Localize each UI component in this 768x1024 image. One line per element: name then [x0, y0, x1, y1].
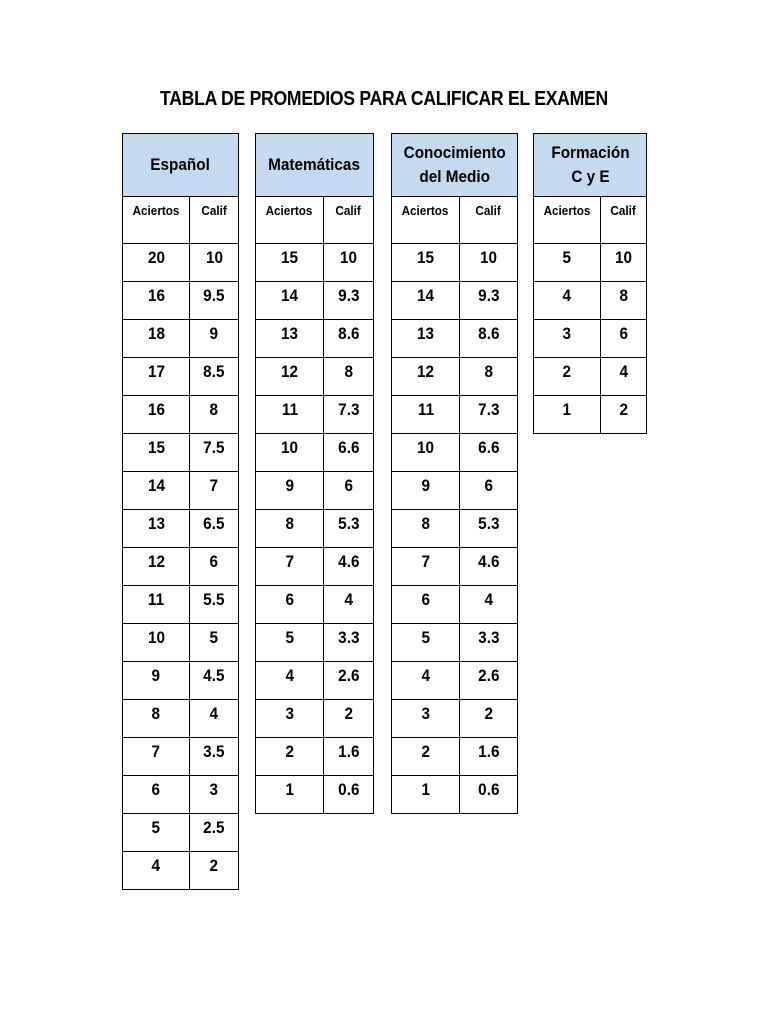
calif-cell	[324, 434, 374, 472]
cell-value: 4	[619, 362, 628, 381]
cell-value: 4.6	[477, 552, 500, 571]
cell-value: 8	[209, 400, 219, 419]
calif-cell	[460, 548, 518, 586]
calif-cell	[324, 244, 374, 282]
table-row	[123, 586, 239, 624]
cell-value: 15	[280, 248, 299, 267]
cell-value: 1	[285, 780, 294, 799]
cell-value: 0.6	[477, 780, 500, 799]
table-row	[534, 320, 647, 358]
cell-value: 5	[151, 818, 161, 837]
table-row	[256, 776, 374, 814]
cell-value: 9.5	[203, 286, 225, 305]
table-header-subject	[392, 134, 518, 197]
calif-cell	[460, 244, 518, 282]
cell-value: 3	[562, 324, 572, 343]
page-title: TABLA DE PROMEDIOS PARA CALIFICAR EL EXAMEN	[160, 88, 608, 110]
cell-value: 7	[151, 742, 161, 761]
cell-value: 4	[151, 856, 161, 875]
table-row	[392, 510, 518, 548]
column-header-label: Calif	[610, 203, 637, 218]
aciertos-cell	[123, 548, 190, 586]
table-row	[123, 738, 239, 776]
cell-value: 11	[281, 400, 298, 419]
cell-value: 3.3	[477, 628, 500, 647]
cell-value: 5.3	[337, 514, 360, 533]
calif-cell	[190, 282, 239, 320]
table-row	[123, 776, 239, 814]
cell-value: 13	[280, 324, 299, 343]
calif-cell	[460, 738, 518, 776]
table-row	[256, 548, 374, 586]
cell-value: 15	[416, 248, 435, 267]
calif-cell	[324, 358, 374, 396]
cell-value: 9	[151, 666, 161, 685]
cell-value: 8	[285, 514, 294, 533]
cell-value: 7.3	[477, 400, 500, 419]
calif-cell	[601, 396, 647, 434]
table-row	[392, 624, 518, 662]
table-row	[256, 472, 374, 510]
cell-value: 17	[147, 362, 165, 381]
aciertos-cell	[392, 396, 460, 434]
cell-value: 14	[147, 476, 165, 495]
cell-value: 10	[416, 438, 435, 457]
cell-value: 3.3	[337, 628, 360, 647]
aciertos-cell	[534, 244, 601, 282]
calif-cell	[190, 662, 239, 700]
calif-cell	[601, 244, 647, 282]
column-header-label: Aciertos	[402, 203, 449, 218]
cell-value: 12	[280, 362, 299, 381]
aciertos-cell	[256, 358, 324, 396]
table-row	[123, 852, 239, 890]
calif-cell	[190, 434, 239, 472]
table-row	[392, 700, 518, 738]
cell-value: 4	[209, 704, 219, 723]
aciertos-cell	[123, 776, 190, 814]
table-row	[534, 244, 647, 282]
table-row	[256, 700, 374, 738]
subject-name: Conocimiento del Medio	[403, 143, 506, 186]
aciertos-cell	[392, 320, 460, 358]
column-header-calif	[460, 197, 518, 244]
calif-cell	[460, 776, 518, 814]
aciertos-cell	[123, 852, 190, 890]
column-header-label: Calif	[475, 203, 502, 218]
aciertos-cell	[123, 282, 190, 320]
cell-value: 7	[285, 552, 294, 571]
cell-value: 5.5	[203, 590, 225, 609]
calif-cell	[601, 320, 647, 358]
cell-value: 13	[416, 324, 435, 343]
cell-value: 5	[562, 248, 572, 267]
cell-value: 4	[421, 666, 430, 685]
cell-value: 7	[421, 552, 430, 571]
aciertos-cell	[256, 738, 324, 776]
cell-value: 2.6	[337, 666, 360, 685]
cell-value: 7.3	[337, 400, 360, 419]
table-row	[392, 434, 518, 472]
cell-value: 14	[416, 286, 435, 305]
table-row	[256, 244, 374, 282]
aciertos-cell	[123, 624, 190, 662]
table-row	[123, 358, 239, 396]
cell-value: 10	[479, 248, 498, 267]
cell-value: 8	[484, 362, 493, 381]
column-header-label: Aciertos	[543, 203, 591, 218]
aciertos-cell	[534, 320, 601, 358]
cell-value: 6	[421, 590, 430, 609]
cell-value: 9	[285, 476, 294, 495]
cell-value: 5	[421, 628, 430, 647]
aciertos-cell	[256, 776, 324, 814]
calif-cell	[190, 814, 239, 852]
aciertos-cell	[123, 814, 190, 852]
table-row	[392, 396, 518, 434]
calif-cell	[190, 624, 239, 662]
cell-value: 2	[562, 362, 572, 381]
cell-value: 1	[562, 400, 572, 419]
cell-value: 2	[421, 742, 430, 761]
cell-value: 9	[209, 324, 219, 343]
calif-cell	[190, 700, 239, 738]
cell-value: 2	[484, 704, 493, 723]
column-header-label: Calif	[201, 203, 227, 218]
table-row	[256, 662, 374, 700]
table-conocimiento-del-medio	[391, 133, 518, 814]
aciertos-cell	[256, 282, 324, 320]
cell-value: 6	[484, 476, 493, 495]
table-row	[123, 320, 239, 358]
calif-cell	[190, 320, 239, 358]
table-row	[392, 776, 518, 814]
table-row	[256, 358, 374, 396]
calif-cell	[324, 776, 374, 814]
table-matematicas	[255, 133, 374, 814]
table-row	[123, 434, 239, 472]
calif-cell	[460, 358, 518, 396]
aciertos-cell	[123, 434, 190, 472]
cell-value: 15	[147, 438, 165, 457]
column-header-calif	[601, 197, 647, 244]
calif-cell	[190, 472, 239, 510]
aciertos-cell	[392, 282, 460, 320]
table-row	[256, 396, 374, 434]
cell-value: 16	[147, 400, 165, 419]
table-row	[392, 320, 518, 358]
aciertos-cell	[123, 510, 190, 548]
calif-cell	[460, 320, 518, 358]
calif-cell	[324, 662, 374, 700]
table-row	[123, 814, 239, 852]
aciertos-cell	[392, 662, 460, 700]
cell-value: 2.6	[477, 666, 500, 685]
aciertos-cell	[392, 700, 460, 738]
cell-value: 6.6	[337, 438, 360, 457]
cell-value: 20	[147, 248, 165, 267]
cell-value: 6	[209, 552, 219, 571]
cell-value: 10	[339, 248, 358, 267]
cell-value: 11	[417, 400, 434, 419]
cell-value: 2	[285, 742, 294, 761]
cell-value: 8.6	[337, 324, 360, 343]
calif-cell	[324, 586, 374, 624]
table-row	[123, 662, 239, 700]
calif-cell	[324, 320, 374, 358]
table-row	[392, 282, 518, 320]
aciertos-cell	[123, 244, 190, 282]
calif-cell	[324, 624, 374, 662]
calif-cell	[460, 624, 518, 662]
table-row	[392, 548, 518, 586]
calif-cell	[190, 548, 239, 586]
aciertos-cell	[256, 510, 324, 548]
calif-cell	[460, 434, 518, 472]
cell-value: 9.3	[477, 286, 500, 305]
table-row	[123, 548, 239, 586]
calif-cell	[190, 738, 239, 776]
calif-cell	[190, 358, 239, 396]
aciertos-cell	[256, 700, 324, 738]
table-row	[256, 738, 374, 776]
cell-value: 8	[421, 514, 430, 533]
table-row	[534, 282, 647, 320]
cell-value: 2	[344, 704, 353, 723]
calif-cell	[324, 738, 374, 776]
aciertos-cell	[256, 434, 324, 472]
cell-value: 8	[344, 362, 353, 381]
calif-cell	[460, 396, 518, 434]
cell-value: 4.6	[337, 552, 360, 571]
table-row	[123, 510, 239, 548]
calif-cell	[190, 776, 239, 814]
aciertos-cell	[392, 510, 460, 548]
calif-cell	[460, 586, 518, 624]
column-header-label: Aciertos	[266, 203, 313, 218]
calif-cell	[190, 244, 239, 282]
cell-value: 3.5	[203, 742, 225, 761]
table-row	[392, 244, 518, 282]
column-header-calif	[190, 197, 239, 244]
cell-value: 4	[562, 286, 572, 305]
cell-value: 8	[619, 286, 628, 305]
cell-value: 4.5	[203, 666, 225, 685]
cell-value: 6	[344, 476, 353, 495]
aciertos-cell	[123, 738, 190, 776]
calif-cell	[460, 472, 518, 510]
column-header-aciertos	[392, 197, 460, 244]
aciertos-cell	[392, 776, 460, 814]
aciertos-cell	[392, 586, 460, 624]
cell-value: 13	[147, 514, 165, 533]
aciertos-cell	[123, 586, 190, 624]
cell-value: 3	[421, 704, 430, 723]
calif-cell	[324, 700, 374, 738]
cell-value: 0.6	[337, 780, 360, 799]
table-row	[392, 738, 518, 776]
aciertos-cell	[123, 700, 190, 738]
table-row	[256, 586, 374, 624]
table-row	[256, 624, 374, 662]
aciertos-cell	[256, 396, 324, 434]
calif-cell	[190, 852, 239, 890]
calif-cell	[601, 358, 647, 396]
cell-value: 6	[619, 324, 628, 343]
table-row	[123, 282, 239, 320]
cell-value: 10	[147, 628, 165, 647]
cell-value: 7	[209, 476, 219, 495]
cell-value: 10	[614, 248, 633, 267]
aciertos-cell	[256, 244, 324, 282]
aciertos-cell	[392, 358, 460, 396]
column-header-label: Calif	[335, 203, 362, 218]
column-header-calif	[324, 197, 374, 244]
cell-value: 5	[285, 628, 294, 647]
cell-value: 8.6	[477, 324, 500, 343]
cell-value: 3	[285, 704, 294, 723]
table-header-subject	[256, 134, 374, 197]
cell-value: 2	[209, 856, 219, 875]
cell-value: 8	[151, 704, 161, 723]
table-row	[534, 358, 647, 396]
cell-value: 5	[209, 628, 219, 647]
aciertos-cell	[392, 244, 460, 282]
cell-value: 1	[421, 780, 430, 799]
subject-name: Formación C y E	[550, 143, 630, 186]
column-header-aciertos	[256, 197, 324, 244]
calif-cell	[460, 282, 518, 320]
cell-value: 14	[280, 286, 299, 305]
table-row	[256, 320, 374, 358]
aciertos-cell	[392, 472, 460, 510]
table-row	[123, 700, 239, 738]
calif-cell	[324, 510, 374, 548]
calif-cell	[190, 396, 239, 434]
aciertos-cell	[123, 358, 190, 396]
cell-value: 12	[147, 552, 165, 571]
aciertos-cell	[256, 320, 324, 358]
cell-value: 8.5	[203, 362, 225, 381]
calif-cell	[324, 472, 374, 510]
aciertos-cell	[256, 586, 324, 624]
calif-cell	[460, 700, 518, 738]
cell-value: 2	[619, 400, 628, 419]
aciertos-cell	[392, 434, 460, 472]
cell-value: 4	[344, 590, 353, 609]
cell-value: 3	[209, 780, 219, 799]
cell-value: 16	[147, 286, 165, 305]
calif-cell	[601, 282, 647, 320]
cell-value: 6	[285, 590, 294, 609]
subject-name: Matemáticas	[268, 155, 361, 174]
table-row	[123, 624, 239, 662]
table-row	[256, 282, 374, 320]
table-row	[256, 510, 374, 548]
table-header-subject	[123, 134, 239, 197]
table-row	[123, 472, 239, 510]
table-row	[123, 244, 239, 282]
column-header-aciertos	[123, 197, 190, 244]
aciertos-cell	[123, 320, 190, 358]
aciertos-cell	[392, 738, 460, 776]
aciertos-cell	[256, 624, 324, 662]
table-row	[123, 396, 239, 434]
cell-value: 1.6	[337, 742, 360, 761]
aciertos-cell	[123, 472, 190, 510]
calif-cell	[460, 510, 518, 548]
table-formacion-c-y-e	[533, 133, 647, 434]
table-row	[392, 358, 518, 396]
cell-value: 1.6	[477, 742, 500, 761]
table-row	[392, 472, 518, 510]
subject-name: Español	[150, 155, 211, 174]
aciertos-cell	[534, 358, 601, 396]
aciertos-cell	[534, 396, 601, 434]
table-row	[392, 662, 518, 700]
cell-value: 12	[416, 362, 435, 381]
aciertos-cell	[123, 396, 190, 434]
cell-value: 10	[205, 248, 223, 267]
calif-cell	[324, 548, 374, 586]
cell-value: 10	[280, 438, 299, 457]
aciertos-cell	[256, 662, 324, 700]
table-row	[392, 586, 518, 624]
cell-value: 5.3	[477, 514, 500, 533]
cell-value: 6.6	[477, 438, 500, 457]
calif-cell	[190, 586, 239, 624]
cell-value: 9.3	[337, 286, 360, 305]
aciertos-cell	[123, 662, 190, 700]
table-header-subject	[534, 134, 647, 197]
cell-value: 18	[147, 324, 165, 343]
table-row	[534, 396, 647, 434]
cell-value: 6	[151, 780, 161, 799]
calif-cell	[324, 282, 374, 320]
calif-cell	[460, 662, 518, 700]
calif-cell	[324, 396, 374, 434]
aciertos-cell	[256, 472, 324, 510]
cell-value: 4	[285, 666, 294, 685]
cell-value: 4	[484, 590, 493, 609]
cell-value: 9	[421, 476, 430, 495]
column-header-aciertos	[534, 197, 601, 244]
table-espanol	[122, 133, 239, 890]
aciertos-cell	[392, 548, 460, 586]
table-row	[256, 434, 374, 472]
aciertos-cell	[534, 282, 601, 320]
column-header-label: Aciertos	[132, 203, 180, 218]
cell-value: 11	[147, 590, 165, 609]
cell-value: 7.5	[203, 438, 225, 457]
aciertos-cell	[392, 624, 460, 662]
calif-cell	[190, 510, 239, 548]
cell-value: 6.5	[203, 514, 225, 533]
aciertos-cell	[256, 548, 324, 586]
cell-value: 2.5	[203, 818, 225, 837]
